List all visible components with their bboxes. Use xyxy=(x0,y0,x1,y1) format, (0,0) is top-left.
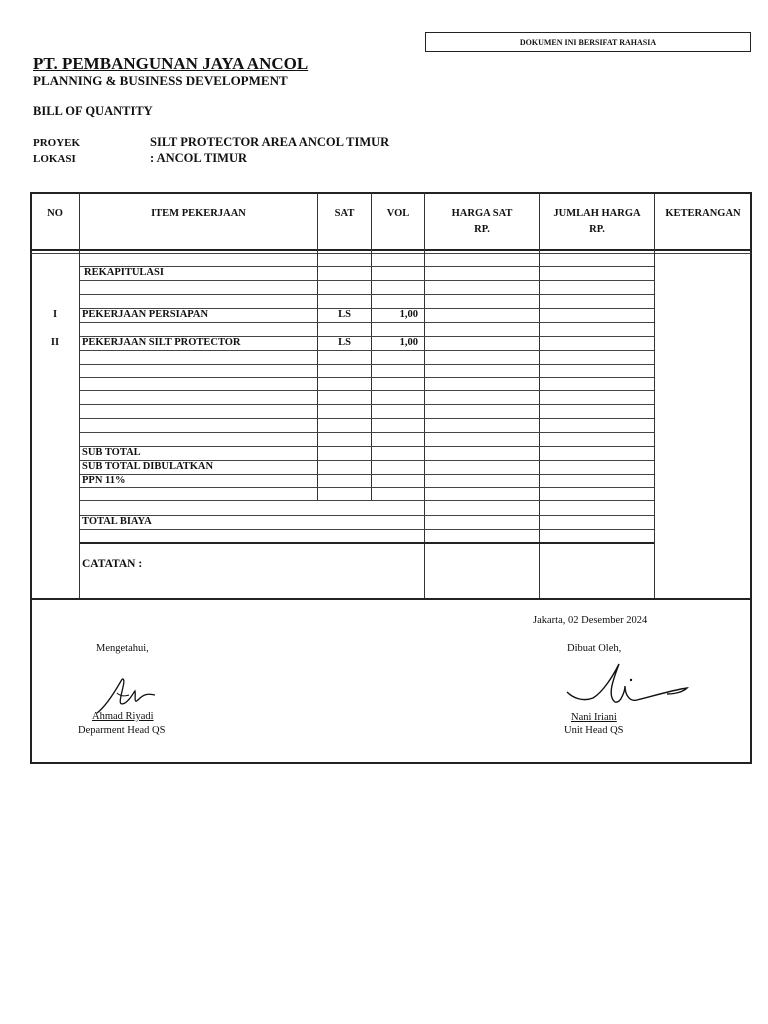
lokasi-value: : ANCOL TIMUR xyxy=(150,151,248,165)
header-divider-2 xyxy=(31,253,751,254)
right-signatory-title: Unit Head QS xyxy=(564,725,624,736)
left-caption: Mengetahui, xyxy=(96,643,149,654)
header-no: NO xyxy=(47,208,63,219)
header-divider xyxy=(31,249,751,251)
header-jumlah-harga: JUMLAH HARGA xyxy=(553,208,641,219)
row-vol: 1,00 xyxy=(399,337,418,348)
header-vol: VOL xyxy=(386,208,410,219)
row-vol: 1,00 xyxy=(399,309,418,320)
header-jumlah-harga-unit: RP. xyxy=(589,224,605,235)
row-item: PEKERJAAN PERSIAPAN xyxy=(82,309,209,320)
row-line xyxy=(80,280,654,281)
row-line xyxy=(80,390,654,391)
left-signatory-title: Deparment Head QS xyxy=(78,725,166,736)
row-line xyxy=(80,418,654,419)
col-divider-sat-head xyxy=(371,193,372,253)
ppn-label: PPN 11% xyxy=(82,475,126,486)
lokasi-label: LOKASI xyxy=(33,153,76,165)
row-line xyxy=(80,529,654,530)
right-signature xyxy=(563,660,693,712)
left-signatory-name: Ahmad Riyadi xyxy=(92,711,154,722)
row-line xyxy=(80,377,654,378)
row-line xyxy=(80,432,654,433)
sub-total-rounded-label: SUB TOTAL DIBULATKAN xyxy=(82,461,214,472)
row-line xyxy=(80,487,654,488)
proyek-value: SILT PROTECTOR AREA ANCOL TIMUR xyxy=(150,135,390,149)
table-bottom-rule xyxy=(31,598,751,600)
col-divider-item-head xyxy=(317,193,318,253)
right-signatory-name: Nani Iriani xyxy=(571,712,617,723)
confidential-notice: DOKUMEN INI BERSIFAT RAHASIA xyxy=(425,32,751,52)
row-sat: LS xyxy=(338,337,351,348)
header-harga-sat: HARGA SAT xyxy=(451,208,513,219)
col-divider-jumlah xyxy=(654,193,655,599)
header-item: ITEM PEKERJAAN xyxy=(151,208,246,219)
row-line xyxy=(80,350,654,351)
header-sat: SAT xyxy=(334,208,355,219)
row-line xyxy=(80,266,654,267)
row-line xyxy=(80,515,654,516)
total-biaya-label: TOTAL BIAYA xyxy=(82,516,152,527)
row-line xyxy=(80,322,654,323)
total-divider xyxy=(80,542,654,544)
company-name: PT. PEMBANGUNAN JAYA ANCOL xyxy=(33,54,309,73)
sub-total-label: SUB TOTAL xyxy=(82,447,141,458)
row-number: I xyxy=(52,309,58,320)
row-number: II xyxy=(50,337,60,348)
row-line xyxy=(80,500,654,501)
place-date: Jakarta, 02 Desember 2024 xyxy=(533,615,648,626)
row-sat: LS xyxy=(338,309,351,320)
catatan-label: CATATAN : xyxy=(82,558,143,570)
row-line xyxy=(80,404,654,405)
row-item: PEKERJAAN SILT PROTECTOR xyxy=(82,337,241,348)
document-type: BILL OF QUANTITY xyxy=(33,104,153,118)
header-harga-sat-unit: RP. xyxy=(474,224,490,235)
row-line xyxy=(80,446,654,447)
right-caption: Dibuat Oleh, xyxy=(567,643,622,654)
section-title: REKAPITULASI xyxy=(84,267,164,278)
row-line xyxy=(80,474,654,475)
department-name: PLANNING & BUSINESS DEVELOPMENT xyxy=(33,73,288,88)
proyek-label: PROYEK xyxy=(33,137,81,149)
row-line xyxy=(80,364,654,365)
col-divider-harga xyxy=(539,193,540,599)
row-line xyxy=(80,294,654,295)
col-divider-no xyxy=(79,193,80,599)
header-keterangan: KETERANGAN xyxy=(665,208,741,219)
col-divider-vol xyxy=(424,193,425,599)
